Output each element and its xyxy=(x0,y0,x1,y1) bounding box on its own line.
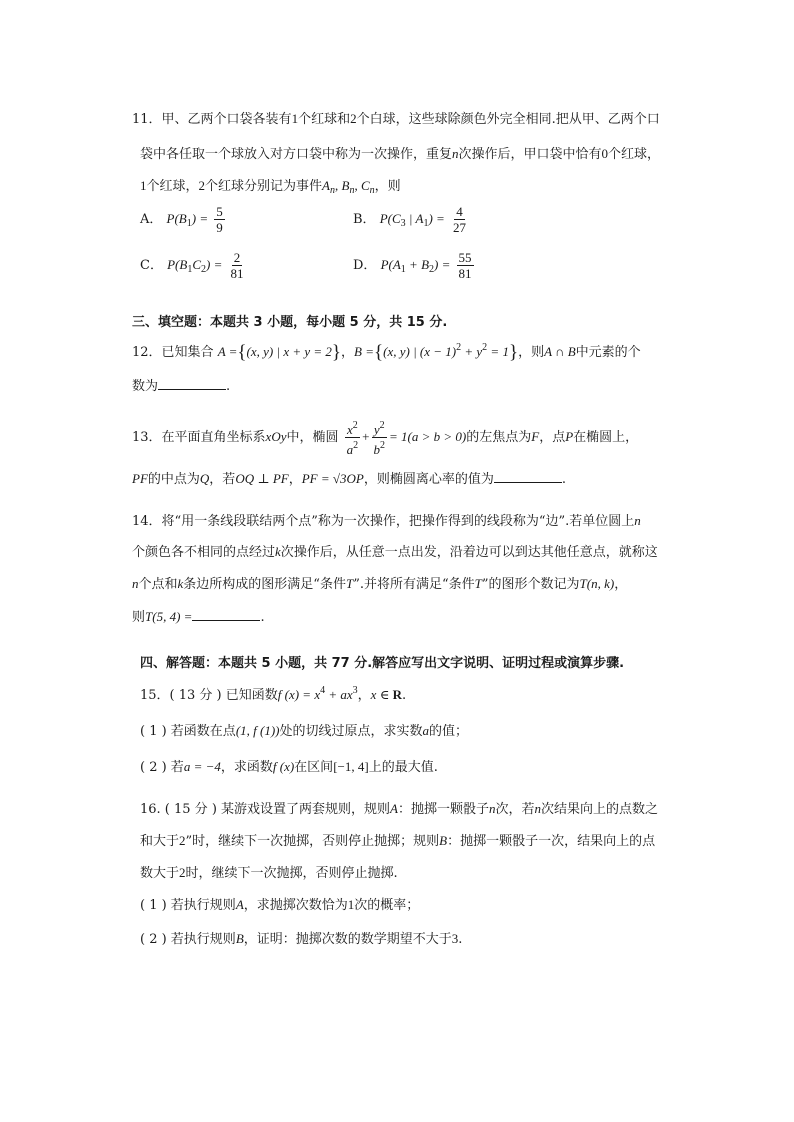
fraction: $\frac{5}{9}$ xyxy=(216,204,223,235)
q14-line1: 14．将“用一条线段联结两个点”称为一次操作，把操作得到的线段称为“边”.若单位圆上n xyxy=(132,513,641,529)
fraction: $\frac{2}{81}$ xyxy=(230,250,244,281)
q16-part2: ( 2 ) 若执行规则B，证明：抛掷次数的数学期望不大于3. xyxy=(140,931,463,947)
q16-line1: 16. ( 15 分 ) 某游戏设置了两套规则，规则A：抛掷一颗骰子n次，若n次结果向上的点数之 xyxy=(140,801,659,817)
q11-option-c: C． $P(B_1C_2)$ = $\frac{2}{81}$ xyxy=(140,250,244,281)
q12-line1: 12．已知集合 A ={(x, y) | x + y = 2}，B ={(x, y) | $(x - 1)^2 + y^2 = 1$}，则A ∩ B中元素的个 xyxy=(132,342,641,363)
q11-option-d: D． $P(A_1 + B_2)$ = $\frac{55}{81}$ xyxy=(353,250,472,281)
q14-line3: n个点和k条边所构成的图形满足“条件T”.并将所有满足“条件T”的图形个数记为T(n, k)， xyxy=(132,576,628,592)
q15-part1: ( 1 ) 若函数在点(1, f (1))处的切线过原点，求实数a的值； xyxy=(140,723,469,739)
section-4-heading: 四、解答题：本题共 5 小题，共 77 分.解答应写出文字说明、证明过程或演算步骤. xyxy=(140,656,625,671)
q16-part1: ( 1 ) 若执行规则A，求抛掷次数恰为1次的概率； xyxy=(140,897,420,913)
fraction: $\frac{x^2}{a^2}$ xyxy=(346,420,359,457)
q14-line2: 个颜色各不相同的点经过k次操作后，从任意一点出发，沿着边可以到达其他任意点，就称这 xyxy=(132,544,658,560)
q11-line1: 11．甲、乙两个口袋各装有1个红球和2个白球，这些球除颜色外完全相同.把从甲、乙两个口 xyxy=(132,111,660,127)
q13-line1: 13．在平面直角坐标系xOy中，椭圆 $\frac{x^2}{a^2}$ + $\frac{y^2}{b^2}$ = 1(a > b > 0)的左焦点为F，点P在椭圆上， xyxy=(132,420,639,457)
q16-line3: 数大于2时，继续下一次抛掷，否则停止抛掷. xyxy=(140,865,398,881)
fraction: $\frac{55}{81}$ xyxy=(458,250,472,281)
q14-line4: 则T(5, 4) = . xyxy=(132,609,265,625)
answer-blank[interactable] xyxy=(192,608,260,621)
q15-head: 15．( 13 分 ) 已知函数f $(x) = x^4 + ax^3$，x ∈ R. xyxy=(140,685,407,703)
q11-line3: 1个红球，2个红球分别记为事件$A_n$, $B_n$, $C_n$，则 xyxy=(140,178,401,196)
q11-option-a: A． $P(B_1)$ = $\frac{5}{9}$ xyxy=(140,204,223,235)
fraction: $\frac{y^2}{b^2}$ xyxy=(373,420,385,457)
q16-line2: 和大于2”时，继续下一次抛掷，否则停止抛掷；规则B：抛掷一颗骰子一次，结果向上的点 xyxy=(140,833,656,849)
q12-line2: 数为 . xyxy=(132,379,231,394)
answer-blank[interactable] xyxy=(158,377,226,390)
section-3-heading: 三、填空题：本题共 3 小题，每小题 5 分，共 15 分. xyxy=(132,315,448,330)
q15-part2: ( 2 ) 若a = −4，求函数f (x)在区间[−1, 4]上的最大值. xyxy=(140,759,438,775)
answer-blank[interactable] xyxy=(494,470,562,483)
q13-line2: PF的中点为Q，若OQ ⊥ PF，PF = √3OP，则椭圆离心率的值为 . xyxy=(132,471,566,487)
q11-option-b: B． $P(C_3$ | $A_1$) = $\frac{4}{27}$ xyxy=(353,204,466,235)
q11-line2: 袋中各任取一个球放入对方口袋中称为一次操作，重复n次操作后，甲口袋中恰有0个红球， xyxy=(140,146,661,162)
fraction: $\frac{4}{27}$ xyxy=(452,204,466,235)
